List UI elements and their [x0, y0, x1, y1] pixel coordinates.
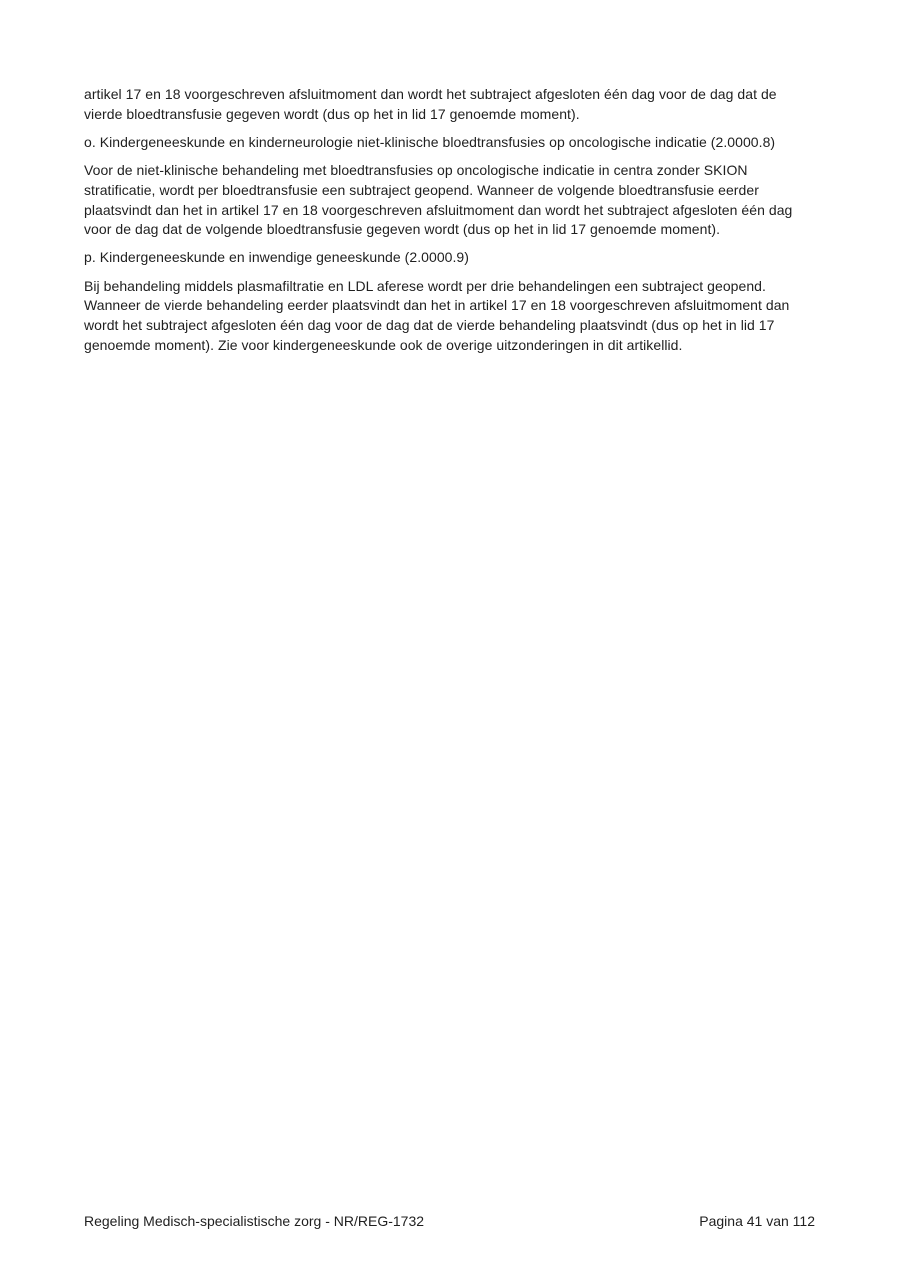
footer-page-number: Pagina 41 van 112 [699, 1213, 815, 1229]
paragraph-section-o: Voor de niet-klinische behandeling met bloedtransfusies op oncologische indicatie in centra zonder SKION stratificatie, wordt per bloedtransfusie een subtraject geopend. Wanneer de volgende bloedtransfusie eerder plaatsvindt dan het in artikel 17 en 18 voorgeschreven afsluitmoment dan wordt het subtraject afgesloten één dag voor de dag dat de volgende bloedtransfusie gegeven wordt (dus op het in lid 17 genoemde moment). [84, 162, 793, 238]
paragraph-continuation: artikel 17 en 18 voorgeschreven afsluitmoment dan wordt het subtraject afgesloten één dag voor de dag dat de vierde bloedtransfusie gegeven wordt (dus op het in lid 17 genoemde moment). [84, 86, 777, 122]
section-heading-p: p. Kindergeneeskunde en inwendige geneeskunde (2.0000.9) [84, 249, 469, 266]
document-body [84, 85, 816, 364]
paragraph-section-p: Bij behandeling middels plasmafiltratie en LDL aferese wordt per drie behandelingen een subtraject geopend. Wanneer de vierde behandeling eerder plaatsvindt dan het in artikel 17 en 18 voorgeschreven afsluitmoment dan wordt het subtraject afgesloten één dag voor de dag dat de vierde behandeling plaatsvindt (dus op het in lid 17 genoemde moment). Zie voor kindergeneeskunde ook de overige uitzonderingen in dit artikellid. [84, 277, 790, 353]
footer-document-title: Regeling Medisch-specialistische zorg - NR/REG-1732 [84, 1213, 425, 1229]
page-footer [84, 1212, 815, 1230]
section-heading-o: o. Kindergeneeskunde en kinderneurologie niet-klinische bloedtransfusies op oncologische indicatie (2.0000.8) [84, 133, 776, 150]
